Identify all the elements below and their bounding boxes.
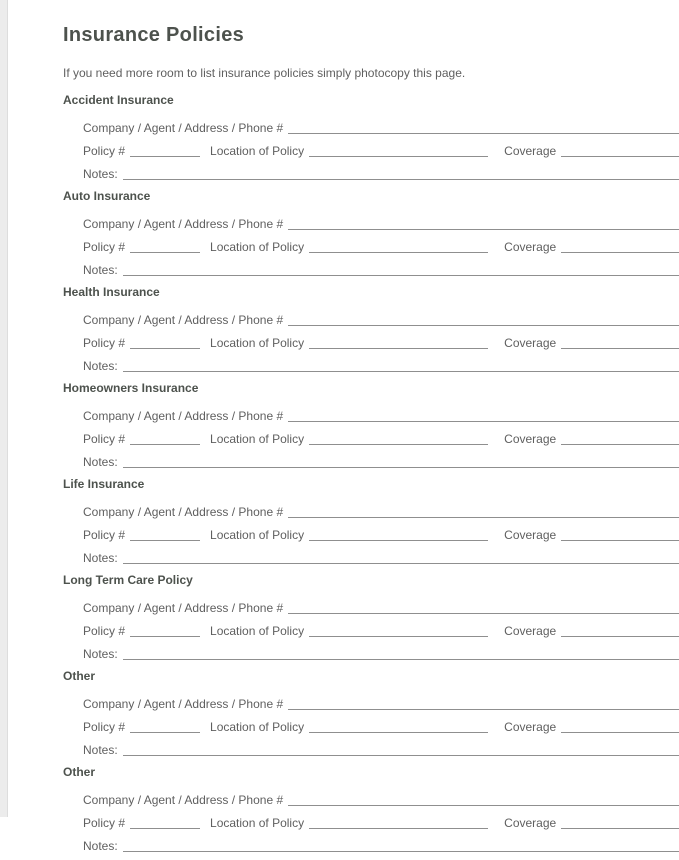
policy-row (83, 136, 679, 159)
location-field-line (309, 439, 488, 445)
location-field-line (309, 343, 488, 349)
notes-row (83, 735, 679, 758)
notes-label: Notes: (83, 839, 118, 853)
notes-field-line (123, 846, 679, 852)
policy-number-field-line (130, 631, 200, 637)
notes-label: Notes: (83, 359, 118, 373)
notes-field-line (123, 270, 679, 276)
coverage-label: Coverage (504, 144, 557, 158)
policy-number-field-line (130, 823, 200, 829)
policy-row (83, 520, 679, 543)
section-title: Other (63, 765, 96, 779)
section-title: Long Term Care Policy (63, 573, 193, 587)
location-of-policy-label: Location of Policy (210, 432, 305, 446)
company-field-line (288, 800, 679, 806)
notes-row (83, 351, 679, 374)
company-row (83, 209, 679, 232)
location-field-line (309, 823, 488, 829)
section-title: Accident Insurance (63, 93, 174, 107)
policy-number-field-line (130, 727, 200, 733)
coverage-label: Coverage (504, 240, 557, 254)
sections-container (63, 92, 679, 854)
company-field-line (288, 416, 679, 422)
coverage-field-line (561, 439, 679, 445)
notes-row (83, 447, 679, 470)
notes-row (83, 639, 679, 662)
company-field-line (288, 704, 679, 710)
company-agent-address-phone-label: Company / Agent / Address / Phone # (83, 409, 284, 423)
company-row (83, 593, 679, 616)
insurance-section (63, 284, 679, 374)
section-rows (63, 401, 679, 470)
company-row (83, 785, 679, 808)
section-rows (63, 113, 679, 182)
policy-row (83, 232, 679, 255)
policy-number-field-line (130, 343, 200, 349)
section-rows (63, 689, 679, 758)
company-field-line (288, 128, 679, 134)
coverage-label: Coverage (504, 624, 557, 638)
section-rows (63, 497, 679, 566)
section-title: Life Insurance (63, 477, 145, 491)
coverage-field-line (561, 343, 679, 349)
policy-number-label: Policy # (83, 336, 126, 350)
notes-row (83, 255, 679, 278)
notes-row (83, 831, 679, 854)
section-title: Health Insurance (63, 285, 160, 299)
company-agent-address-phone-label: Company / Agent / Address / Phone # (83, 121, 284, 135)
coverage-field-line (561, 631, 679, 637)
notes-label: Notes: (83, 263, 118, 277)
company-row (83, 305, 679, 328)
location-of-policy-label: Location of Policy (210, 816, 305, 830)
coverage-label: Coverage (504, 528, 557, 542)
notes-row (83, 543, 679, 566)
notes-field-line (123, 366, 679, 372)
policy-number-label: Policy # (83, 432, 126, 446)
company-row (83, 401, 679, 424)
policy-number-label: Policy # (83, 720, 126, 734)
insurance-section (63, 188, 679, 278)
location-of-policy-label: Location of Policy (210, 240, 305, 254)
notes-label: Notes: (83, 743, 118, 757)
company-agent-address-phone-label: Company / Agent / Address / Phone # (83, 313, 284, 327)
company-row (83, 497, 679, 520)
section-title: Other (63, 669, 96, 683)
policy-number-label: Policy # (83, 240, 126, 254)
location-field-line (309, 151, 488, 157)
coverage-label: Coverage (504, 336, 557, 350)
coverage-field-line (561, 823, 679, 829)
company-field-line (288, 512, 679, 518)
company-agent-address-phone-label: Company / Agent / Address / Phone # (83, 601, 284, 615)
policy-number-label: Policy # (83, 624, 126, 638)
page-left-margin-strip (0, 0, 8, 817)
section-rows (63, 593, 679, 662)
policy-row (83, 328, 679, 351)
section-rows (63, 209, 679, 278)
company-agent-address-phone-label: Company / Agent / Address / Phone # (83, 217, 284, 231)
insurance-form-page (63, 24, 679, 860)
company-field-line (288, 320, 679, 326)
company-agent-address-phone-label: Company / Agent / Address / Phone # (83, 793, 284, 807)
company-row (83, 689, 679, 712)
notes-field-line (123, 750, 679, 756)
insurance-section (63, 92, 679, 182)
coverage-field-line (561, 727, 679, 733)
coverage-label: Coverage (504, 816, 557, 830)
location-field-line (309, 727, 488, 733)
coverage-label: Coverage (504, 432, 557, 446)
section-title: Homeowners Insurance (63, 381, 199, 395)
insurance-section (63, 476, 679, 566)
insurance-section (63, 572, 679, 662)
policy-number-field-line (130, 439, 200, 445)
notes-field-line (123, 462, 679, 468)
section-rows (63, 305, 679, 374)
location-of-policy-label: Location of Policy (210, 624, 305, 638)
insurance-section (63, 380, 679, 470)
coverage-field-line (561, 535, 679, 541)
company-agent-address-phone-label: Company / Agent / Address / Phone # (83, 505, 284, 519)
location-of-policy-label: Location of Policy (210, 720, 305, 734)
location-field-line (309, 631, 488, 637)
company-row (83, 113, 679, 136)
location-field-line (309, 535, 488, 541)
policy-row (83, 712, 679, 735)
policy-row (83, 424, 679, 447)
policy-number-label: Policy # (83, 816, 126, 830)
policy-number-field-line (130, 535, 200, 541)
company-agent-address-phone-label: Company / Agent / Address / Phone # (83, 697, 284, 711)
notes-row (83, 159, 679, 182)
notes-field-line (123, 558, 679, 564)
policy-row (83, 808, 679, 831)
company-field-line (288, 224, 679, 230)
notes-label: Notes: (83, 551, 118, 565)
section-title: Auto Insurance (63, 189, 151, 203)
notes-label: Notes: (83, 455, 118, 469)
notes-field-line (123, 174, 679, 180)
coverage-field-line (561, 247, 679, 253)
insurance-section (63, 668, 679, 758)
coverage-label: Coverage (504, 720, 557, 734)
policy-number-field-line (130, 247, 200, 253)
location-field-line (309, 247, 488, 253)
notes-label: Notes: (83, 167, 118, 181)
page-title: Insurance Policies (63, 24, 245, 46)
location-of-policy-label: Location of Policy (210, 528, 305, 542)
insurance-section (63, 764, 679, 854)
section-rows (63, 785, 679, 854)
policy-row (83, 616, 679, 639)
company-field-line (288, 608, 679, 614)
location-of-policy-label: Location of Policy (210, 336, 305, 350)
page-subtitle: If you need more room to list insurance policies simply photocopy this page. (63, 66, 466, 80)
notes-label: Notes: (83, 647, 118, 661)
policy-number-label: Policy # (83, 528, 126, 542)
notes-field-line (123, 654, 679, 660)
location-of-policy-label: Location of Policy (210, 144, 305, 158)
coverage-field-line (561, 151, 679, 157)
policy-number-label: Policy # (83, 144, 126, 158)
policy-number-field-line (130, 151, 200, 157)
